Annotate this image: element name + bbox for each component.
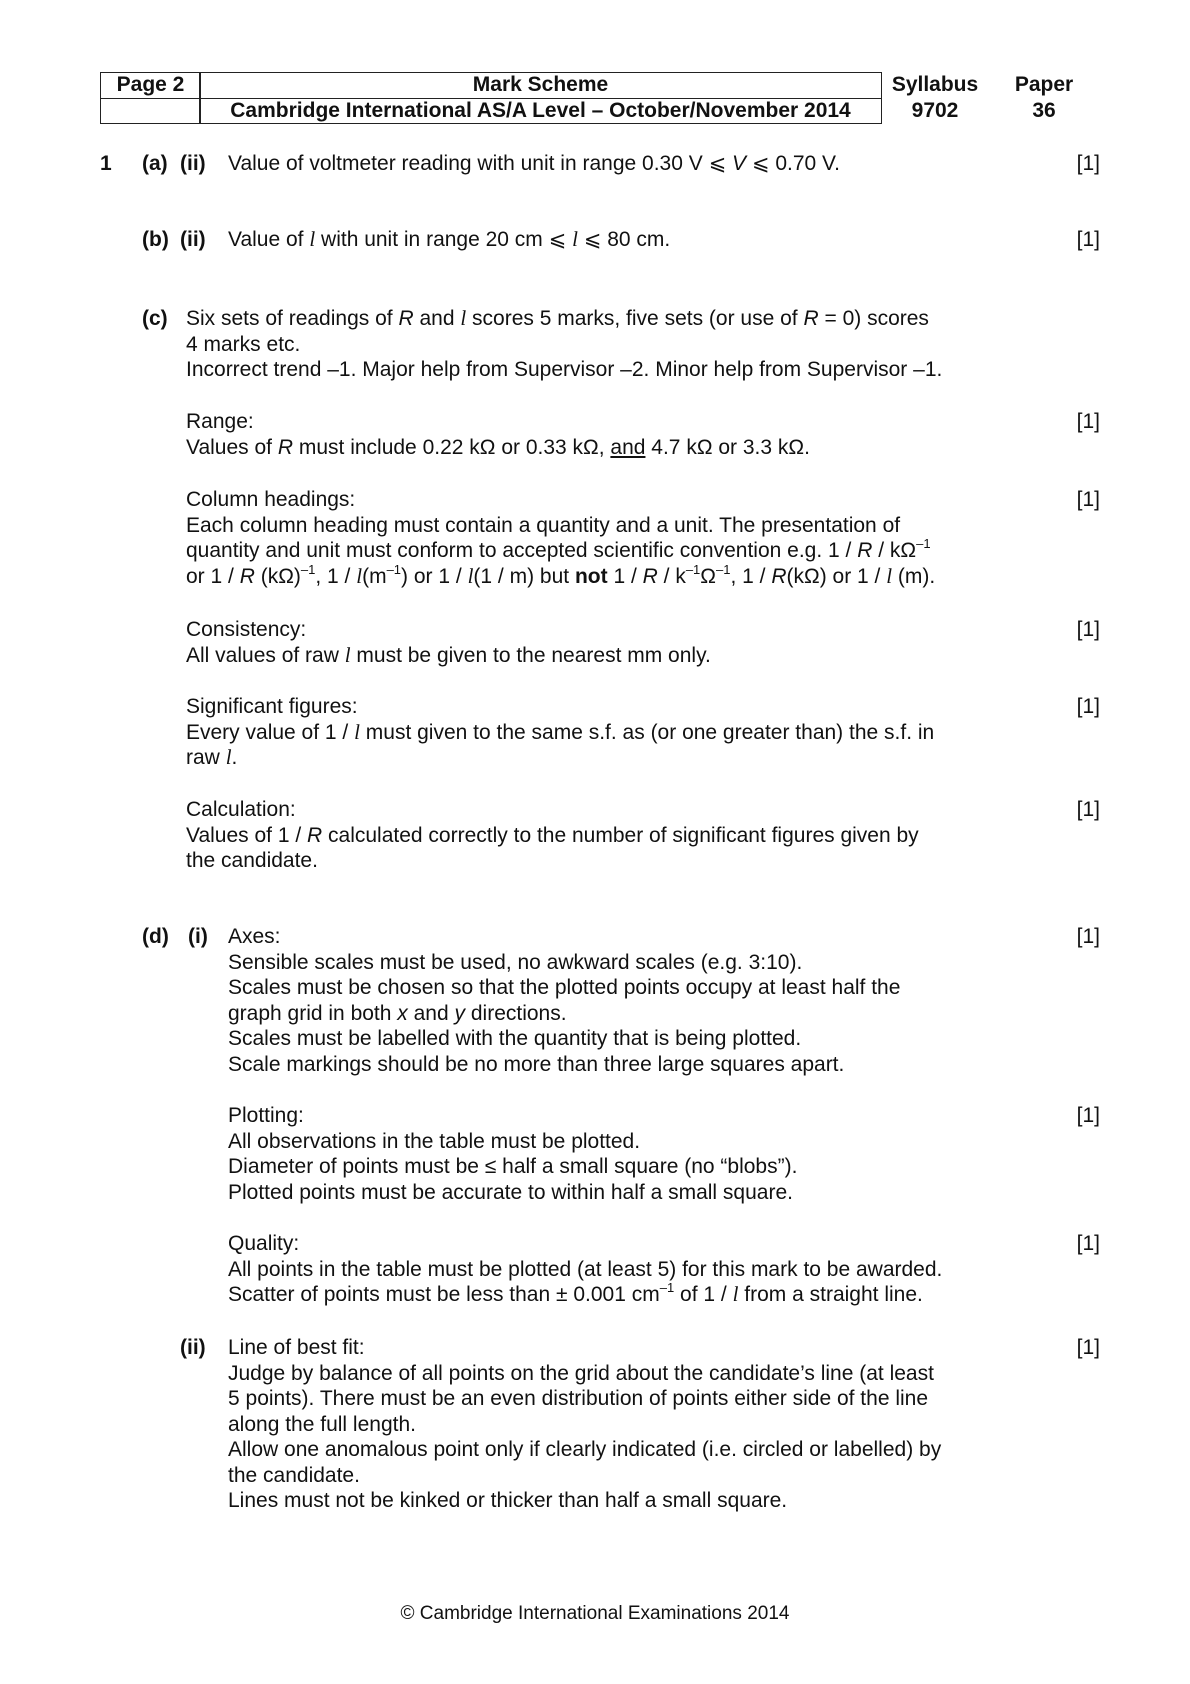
part-c-intro: Six sets of readings of R and l scores 5 marks, five sets (or use of R = 0) scores 4 marks etc. Incorrect trend –1. Major help from Supervisor –2. Minor help from Supervisor –1.: [186, 306, 943, 381]
plotting-mark: [1]: [1076, 1104, 1100, 1127]
consistency-heading: Consistency:: [186, 618, 307, 641]
significant-figures-mark: [1]: [1076, 695, 1100, 718]
part-a-label: (a): [142, 152, 168, 175]
plotting-heading: Plotting:: [228, 1104, 304, 1127]
footer-copyright: © Cambridge International Examinations 2014: [400, 1603, 790, 1624]
header-syllabus-value: 9702: [911, 99, 959, 122]
part-c-label: (c): [142, 307, 168, 330]
calculation-mark: [1]: [1076, 798, 1100, 821]
header-subtitle: Cambridge International AS/A Level – October/November 2014: [230, 99, 851, 122]
quality-mark: [1]: [1076, 1232, 1100, 1255]
part-a-text: Value of voltmeter reading with unit in range 0.30 V ⩽ V ⩽ 0.70 V.: [228, 152, 840, 175]
part-b-label: (b): [142, 228, 169, 251]
axes-heading: Axes:: [228, 925, 281, 948]
header-syllabus-label: Syllabus: [891, 73, 979, 96]
best-fit-mark: [1]: [1076, 1336, 1100, 1359]
header-paper-label: Paper: [1014, 73, 1074, 96]
part-b-sub-label: (ii): [180, 228, 206, 251]
range-criterion: Range: Values of R must include 0.22 kΩ or 0.33 kΩ, and 4.7 kΩ or 3.3 kΩ.: [186, 409, 1046, 460]
part-b-mark: [1]: [1076, 228, 1100, 251]
consistency-criterion: Consistency: All values of raw l must be given to the nearest mm only.: [186, 617, 1046, 668]
significant-figures-criterion: Significant figures: Every value of 1 / l must given to the same s.f. as (or one greater than) the s.f. in raw l.: [186, 694, 1046, 771]
best-fit-heading: Line of best fit:: [228, 1336, 365, 1359]
header-title: Mark Scheme: [472, 73, 609, 96]
part-a-mark: [1]: [1076, 152, 1100, 175]
axes-mark: [1]: [1076, 925, 1100, 948]
significant-figures-heading: Significant figures:: [186, 695, 358, 718]
range-heading: Range:: [186, 410, 254, 433]
quality-heading: Quality:: [228, 1232, 300, 1255]
column-headings-criterion: Column headings: Each column heading must contain a quantity and a unit. The presentation of quantity and unit must conform to accepted scientific convention e.g. 1 / R / $k\Omega^{-1}$ or 1 / R $(k\Omega)^{-1}$, $1 / l(m^{-1})$ or 1 / l(1 / m) but not 1 / R / $k^{-1}\Omega^{-1}$, 1 / R(kΩ) or 1 / l (m).: [186, 487, 1066, 589]
column-headings-heading: Column headings:: [186, 488, 356, 511]
consistency-mark: [1]: [1076, 618, 1100, 641]
quality-criterion: Quality: All points in the table must be plotted (at least 5) for this mark to be awarded. Scatter of points must be less than ± 0.001 $cm^{-1}$ of 1 / l from a straight line.: [228, 1231, 1088, 1308]
header-page: Page 2: [116, 73, 185, 96]
question-number: 1: [100, 152, 112, 175]
calculation-heading: Calculation:: [186, 798, 296, 821]
part-d-label: (d): [142, 925, 169, 948]
part-b-text: Value of l with unit in range 20 cm ⩽ l ⩽ 80 cm.: [228, 227, 671, 251]
header-paper-value: 36: [1032, 99, 1056, 122]
part-d-sub-ii-label: (ii): [180, 1336, 206, 1359]
calculation-criterion: Calculation: Values of 1 / R calculated correctly to the number of significant figures given by the candidate.: [186, 797, 1046, 874]
part-d-sub-i-label: (i): [188, 925, 208, 948]
axes-criterion: Axes: Sensible scales must be used, no awkward scales (e.g. 3:10). Scales must be chosen so that the plotted points occupy at least half the graph grid in both x and y directions. Scales must be labelled with the quantity that is being plotted. Scale markings should be no more than three large squares apart.: [228, 924, 1068, 1077]
range-mark: [1]: [1076, 410, 1100, 433]
best-fit-criterion: Line of best fit: Judge by balance of all points on the grid about the candidate’s line (at least 5 points). There must be an even distribution of points either side of the line along the full length. Allow one anomalous point only if clearly indicated (i.e. circled or labelled) by the candidate. Lines must not be kinked or thicker than half a small square.: [228, 1335, 1088, 1514]
part-a-sub-label: (ii): [180, 152, 206, 175]
plotting-criterion: Plotting: All observations in the table must be plotted. Diameter of points must be ≤ half a small square (no “blobs”). Plotted points must be accurate to within half a small square.: [228, 1103, 1068, 1205]
column-headings-mark: [1]: [1076, 488, 1100, 511]
